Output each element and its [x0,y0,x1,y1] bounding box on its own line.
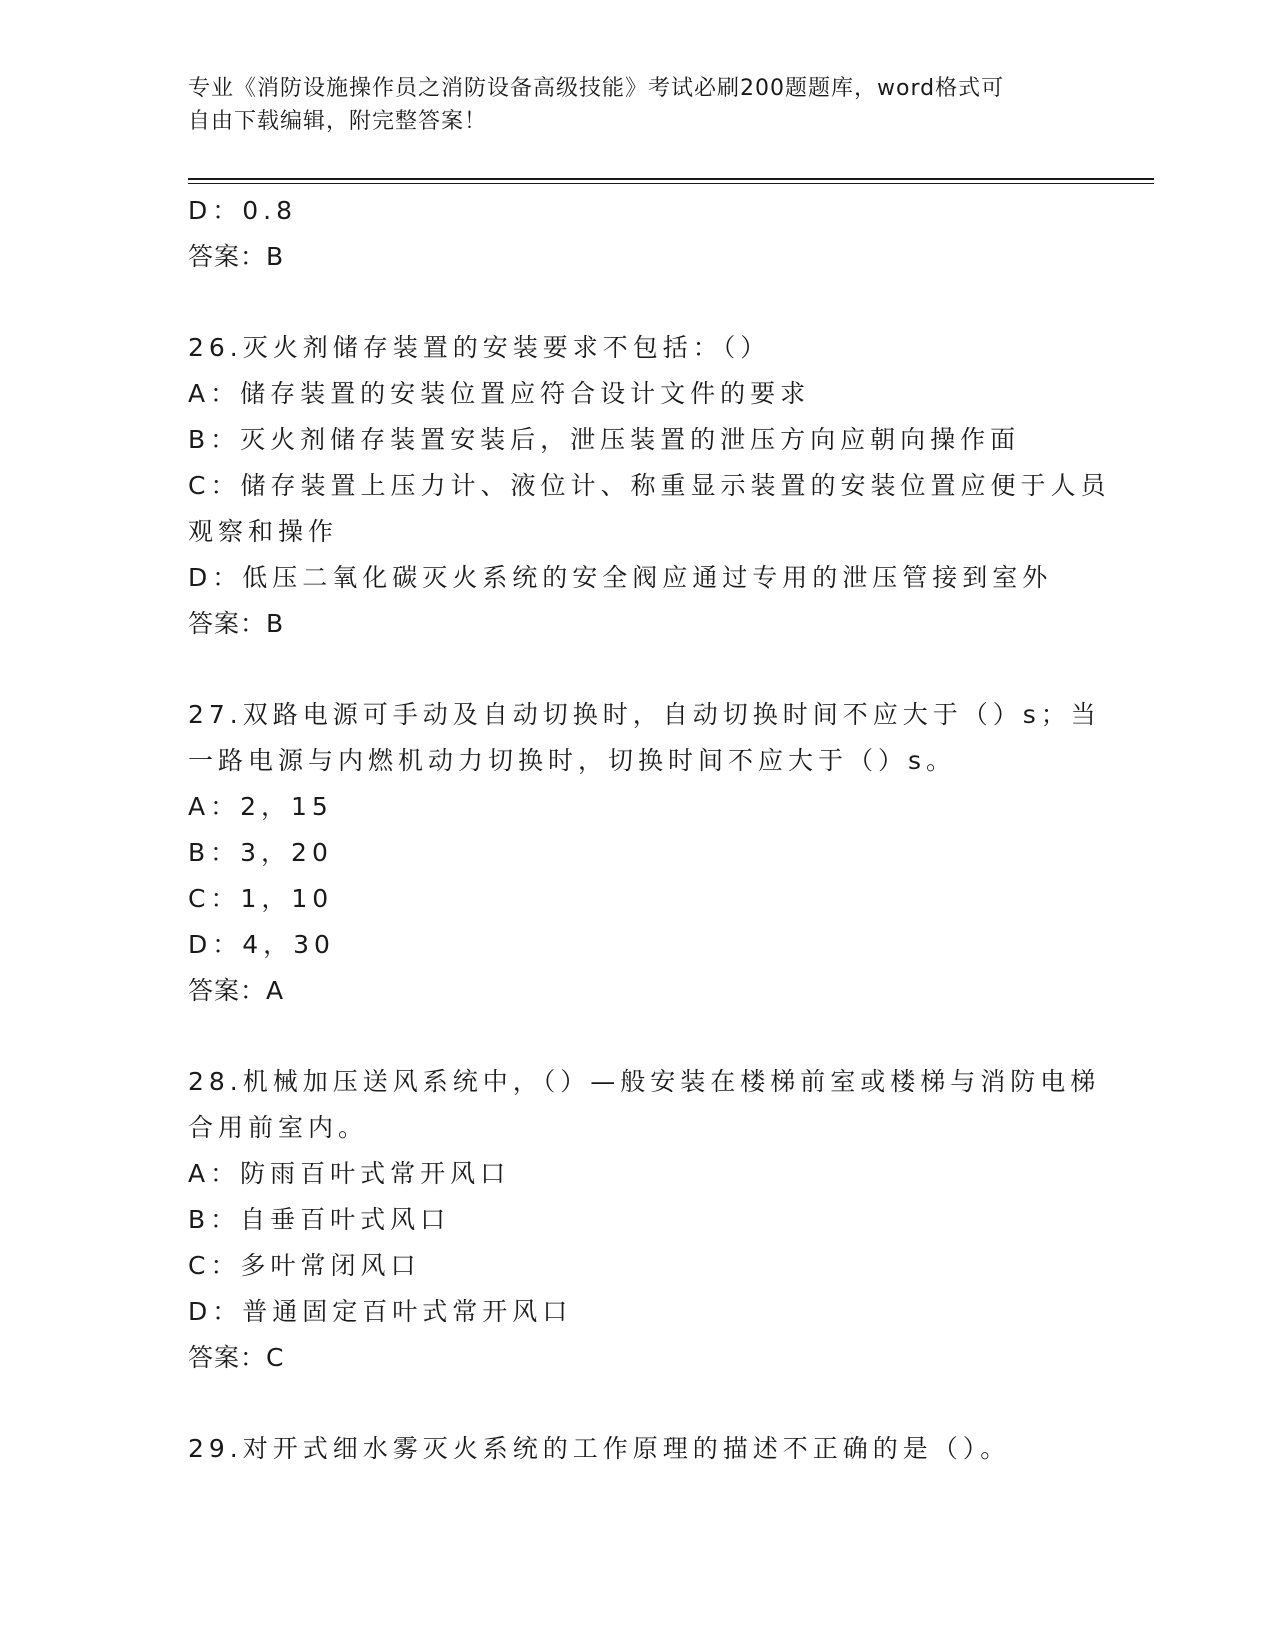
header-rule-thick [188,178,1154,180]
header-line-1: 专业《消防设施操作员之消防设备高级技能》考试必刷200题题库，word格式可 [188,76,1005,101]
question-stem: 29.对开式细水雾灭火系统的工作原理的描述不正确的是（）。 [188,1434,1011,1463]
header-rule-thin [188,183,1154,184]
answer: 答案：B [188,242,285,271]
option-c-continued: 观察和操作 [188,517,339,546]
header-line-2: 自由下载编辑，附完整答案！ [188,109,488,134]
document-header [188,72,1088,138]
option-b: B：3，20 [188,838,333,867]
question-stem: 27.双路电源可手动及自动切换时，自动切换时间不应大于（）s；当 [188,700,1101,729]
question-gap [188,1381,1088,1426]
option-d: D：4，30 [188,930,335,959]
answer: 答案：B [188,609,285,638]
question-stem-continued: 一路电源与内燃机动力切换时，切换时间不应大于（）s。 [188,746,957,775]
option-b: B：自垂百叶式风口 [188,1205,451,1234]
question-gap [188,280,1088,325]
option-b: B：灭火剂储存装置安装后，泄压装置的泄压方向应朝向操作面 [188,425,1021,454]
option-d: D：0.8 [188,196,298,225]
option-c: C：储存装置上压力计、液位计、称重显示装置的安装位置应便于人员 [188,471,1111,500]
option-c: C：1，10 [188,884,334,913]
question-gap [188,647,1088,692]
answer: 答案：C [188,1343,285,1372]
option-a: A：2，15 [188,792,333,821]
question-stem: 26.灭火剂储存装置的安装要求不包括：（） [188,333,771,362]
question-28 [188,1059,1101,1381]
option-a: A：防雨百叶式常开风口 [188,1159,511,1188]
answer: 答案：A [188,976,285,1005]
question-27 [188,692,1101,1014]
option-d: D：普通固定百叶式常开风口 [188,1297,573,1326]
question-stem-continued: 合用前室内。 [188,1113,369,1142]
question-25-tail [188,188,1088,280]
question-list [188,188,1111,1472]
question-29 [188,1426,1088,1472]
question-stem: 28.机械加压送风系统中，（）—般安装在楼梯前室或楼梯与消防电梯 [188,1067,1101,1096]
option-a: A：储存装置的安装位置应符合设计文件的要求 [188,379,811,408]
question-gap [188,1014,1088,1059]
option-c: C：多叶常闭风口 [188,1251,421,1280]
option-d: D：低压二氧化碳灭火系统的安全阀应通过专用的泄压管接到室外 [188,563,1053,592]
question-26 [188,325,1111,647]
